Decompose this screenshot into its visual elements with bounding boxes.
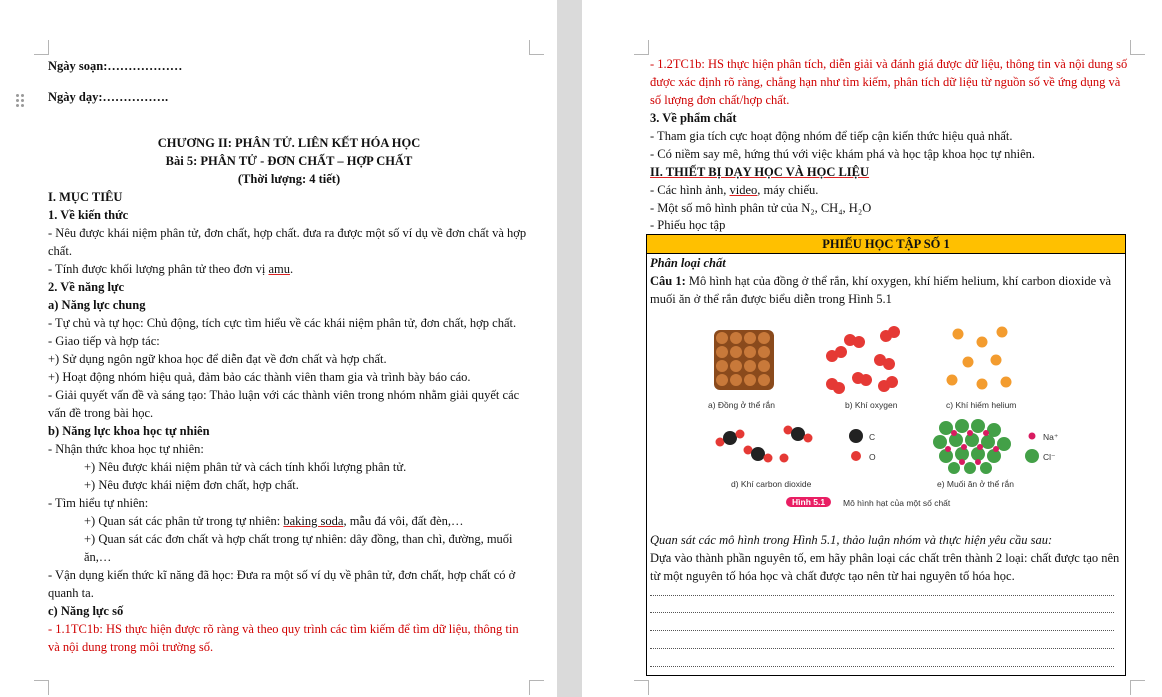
figure-label-c: c) Khí hiếm helium — [946, 400, 1017, 410]
duration: (Thời lượng: 4 tiết) — [237, 172, 341, 186]
text-line: - Giao tiếp và hợp tác: — [48, 334, 160, 348]
page-gutter — [557, 0, 582, 697]
copper-lattice-icon — [714, 330, 774, 390]
crop-mark — [634, 680, 649, 695]
crop-mark — [1130, 40, 1145, 55]
text-line: +) Quan sát các đơn chất và hợp chất trong tự nhiên: dây đồng, than chì, đường, muối — [84, 532, 513, 546]
co2-legend — [849, 429, 863, 461]
figure-caption: Mô hình hạt của một số chất — [843, 498, 951, 508]
text-line: - Nêu được khái niệm phân tử, đơn chất, hợp chất. đưa ra được một số ví dụ về đơn chất và hợp — [48, 226, 527, 240]
carbon-dioxide-molecules-icon — [716, 426, 813, 463]
figure-label-d: d) Khí carbon dioxide — [731, 479, 812, 489]
crop-mark — [34, 680, 49, 695]
sodium-chloride-lattice-icon — [933, 419, 1011, 474]
sub-heading: 3. Về phẩm chất — [650, 111, 737, 125]
answer-line[interactable] — [650, 595, 1114, 596]
nacl-legend — [1025, 433, 1039, 464]
section-heading-text: II. THIẾT BỊ DẠY HỌC VÀ HỌC LIỆU — [650, 165, 870, 179]
text-span: . — [290, 262, 294, 276]
text-line: vấn đề trong bài học. — [48, 406, 154, 420]
sub-heading: c) Năng lực số — [48, 604, 124, 618]
crop-mark — [529, 680, 544, 695]
legend-oxygen: O — [869, 452, 876, 462]
text-line: - Nhận thức khoa học tự nhiên: — [48, 442, 204, 456]
text-line — [48, 260, 293, 278]
digital-competency-line: số lượng đơn chất/hợp chất. — [650, 93, 790, 107]
question-line: muối ăn ở thể rắn được biểu diễn trong Hình 5.1 — [650, 292, 892, 306]
question-line — [650, 272, 1111, 290]
figure-label-b: b) Khí oxygen — [845, 400, 898, 410]
chapter-title: CHƯƠNG II: PHÂN TỬ. LIÊN KẾT HÓA HỌC — [157, 136, 421, 150]
crop-mark — [1130, 680, 1145, 695]
instruction-line: Quan sát các mô hình trong Hình 5.1, thảo luận nhóm và thực hiện yêu cầu sau: — [650, 533, 1053, 547]
document-page-1 — [0, 0, 557, 697]
figure-label-e: e) Muối ăn ở thể rắn — [937, 479, 1014, 489]
text-line: - Tự chủ và tự học: Chủ động, tích cực tìm hiểu về các khái niệm phân tử, đơn chất, hợp chất. — [48, 316, 517, 330]
legend-carbon: C — [869, 432, 876, 442]
text-span: +) Quan sát các phân tử trong tự nhiên: — [84, 514, 284, 528]
text-line: - Một số mô hình phân tử của N₂, CH₄, H₂O — [650, 201, 872, 215]
text-line: +) Nêu được khái niệm phân tử và cách tính khối lượng phân tử. — [84, 460, 407, 474]
text-line: - Có niềm say mê, hứng thú với việc khám phá và học tập khoa học tự nhiên. — [650, 147, 1036, 161]
lesson-title: Bài 5: PHÂN TỬ - ĐƠN CHẤT – HỢP CHẤT — [165, 154, 413, 168]
answer-line[interactable] — [650, 648, 1114, 649]
text-line: ăn,… — [84, 550, 112, 564]
text-line: - Tìm hiểu tự nhiên: — [48, 496, 149, 510]
task-line: Dựa vào thành phần nguyên tố, em hãy phân loại các chất trên thành 2 loại: chất được tạo nên — [650, 551, 1120, 565]
task-line: từ một nguyên tố hóa học và chất được tạo nên từ hai nguyên tố hóa học. — [650, 569, 1015, 583]
sub-heading: b) Năng lực khoa học tự nhiên — [48, 424, 210, 438]
helium-atoms-icon — [947, 327, 1012, 390]
answer-line[interactable] — [650, 612, 1114, 613]
crop-mark — [529, 40, 544, 55]
sub-heading: a) Năng lực chung — [48, 298, 146, 312]
text-line: - Vận dụng kiến thức kĩ năng đã học: Đưa ra một số ví dụ về phân tử, đơn chất, hợp chất có ở — [48, 568, 516, 582]
question-label: Câu 1: — [650, 274, 686, 288]
figure-caption-tag: Hình 5.1 — [786, 497, 831, 507]
teach-date: Ngày dạy:……………. — [48, 90, 169, 104]
text-line: quanh ta. — [48, 586, 94, 600]
spell-flagged-word: baking soda — [283, 514, 344, 528]
text-line: chất. — [48, 244, 72, 258]
text-span: , máy chiếu. — [757, 183, 819, 197]
figure-label-a: a) Đồng ở thể rắn — [708, 400, 775, 410]
text-span: - Tính được khối lượng phân tử theo đơn vị — [48, 262, 269, 276]
legend-chloride: Cl⁻ — [1043, 452, 1056, 462]
text-span: , mẫu đá vôi, đất đèn,… — [343, 514, 464, 528]
text-line: +) Sử dụng ngôn ngữ khoa học để diễn đạt về đơn chất và hợp chất. — [48, 352, 387, 366]
text-line: +) Nêu được khái niệm đơn chất, hợp chất. — [84, 478, 299, 492]
text-line — [650, 181, 818, 199]
digital-competency-line: được xác định rõ ràng, chẳng hạn như tìm kiếm, phân tích dữ liệu từ nguồn số về ứng dụng và — [650, 75, 1121, 89]
digital-competency-line: - 1.1TC1b: HS thực hiện được rõ ràng và theo quy trình các tìm kiếm để tìm dữ liệu, thông tin — [48, 622, 519, 636]
answer-line[interactable] — [650, 666, 1114, 667]
legend-sodium: Na⁺ — [1043, 432, 1059, 442]
text-line: +) Hoạt động nhóm hiệu quả, đảm bảo các thành viên tham gia và trình bày báo cáo. — [48, 370, 471, 384]
digital-competency-line: - 1.2TC1b: HS thực hiện phân tích, diễn giải và đánh giá được dữ liệu, thông tin và nội dung số — [650, 57, 1128, 71]
section-heading: I. MỤC TIÊU — [48, 190, 123, 204]
worksheet-header: PHIẾU HỌC TẬP SỐ 1 — [647, 235, 1125, 254]
text-line: - Phiếu học tập — [650, 218, 726, 232]
question-text: Mô hình hạt của đồng ở thể rắn, khí oxygen, khí hiếm helium, khí carbon dioxide và — [685, 274, 1112, 288]
crop-mark — [634, 40, 649, 55]
text-span: - Các hình ảnh, — [650, 183, 730, 197]
drag-handle-icon[interactable] — [16, 94, 24, 108]
sub-heading: 2. Về năng lực — [48, 280, 125, 294]
spell-flagged-word: amu — [268, 262, 290, 276]
crop-mark — [34, 40, 49, 55]
spell-flagged-word: video — [729, 183, 758, 197]
oxygen-molecules-icon — [826, 326, 900, 394]
answer-line[interactable] — [650, 630, 1114, 631]
digital-competency-line: và nội dung trong môi trường số. — [48, 640, 214, 654]
text-line: - Tham gia tích cực hoạt động nhóm để tiếp cận kiến thức hiệu quả nhất. — [650, 129, 1013, 143]
prep-date: Ngày soạn:……………… — [48, 59, 183, 73]
worksheet-subtitle: Phân loại chất — [650, 256, 726, 270]
text-line — [84, 512, 464, 530]
text-line: - Giải quyết vấn đề và sáng tạo: Thảo luận với các thành viên trong nhóm nhằm giải quyết các — [48, 388, 520, 402]
sub-heading: 1. Về kiến thức — [48, 208, 129, 222]
section-heading — [650, 163, 869, 181]
